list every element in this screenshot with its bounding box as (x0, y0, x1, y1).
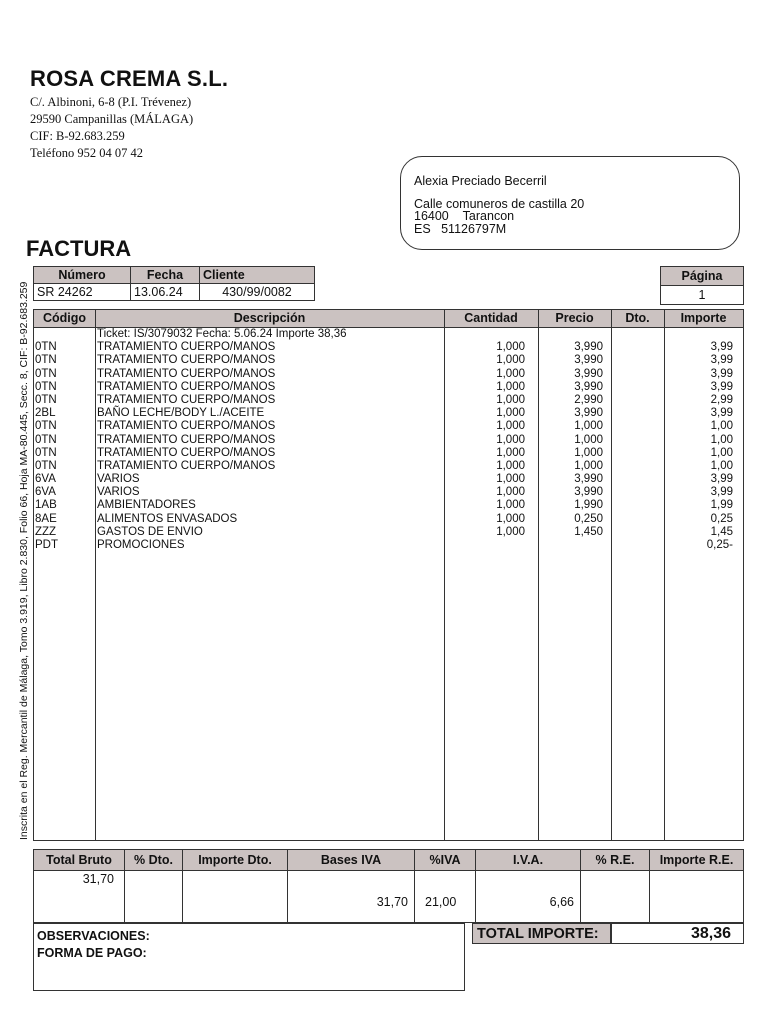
pct-re-value (581, 871, 650, 923)
line-description: GASTOS DE ENVIO (97, 525, 203, 538)
line-price: 3,990 (574, 380, 603, 393)
line-quantity: 1,000 (496, 446, 525, 459)
line-quantity: 1,000 (496, 486, 525, 499)
line-code: 6VA (35, 473, 56, 486)
line-code: 6VA (35, 486, 56, 499)
header-importe-dto: Importe Dto. (183, 850, 288, 871)
page-table (660, 266, 744, 305)
table-row (34, 341, 743, 354)
line-price: 1,000 (574, 420, 603, 433)
table-row (34, 420, 743, 433)
line-description: TRATAMIENTO CUERPO/MANOS (97, 380, 276, 393)
header-descripcion: Descripción (233, 311, 306, 325)
line-code: 2BL (35, 407, 56, 420)
registry-note: Inscrita en el Reg. Mercantil de Málaga, Tomo 3.919, Libro 2.830, Folio 66, Hoja MA-80.445, Secc. 8, CIF: B-92.683.259 (18, 281, 30, 840)
line-quantity: 1,000 (496, 393, 525, 406)
invoice-lines-table (33, 309, 744, 841)
client-address-box (400, 156, 740, 250)
line-price: 3,990 (574, 473, 603, 486)
company-name: ROSA CREMA S.L. (30, 66, 229, 91)
line-amount: 3,99 (710, 380, 733, 393)
total-importe-value: 38,36 (611, 923, 744, 944)
line-code: 0TN (35, 433, 57, 446)
header-cliente: Cliente (200, 267, 315, 284)
table-row (34, 447, 743, 460)
line-amount: 3,99 (710, 407, 733, 420)
header-codigo: Código (42, 311, 87, 325)
table-row (34, 513, 743, 526)
total-importe-label: TOTAL IMPORTE: (472, 923, 611, 944)
header-bases-iva: Bases IVA (288, 850, 415, 871)
line-description: VARIOS (97, 473, 140, 486)
line-price: 0,250 (574, 512, 603, 525)
line-quantity: 1,000 (496, 407, 525, 420)
line-amount: 0,25- (706, 539, 733, 551)
table-row (34, 354, 743, 367)
table-row (34, 394, 743, 407)
client-tax-id: 51126797M (441, 222, 507, 236)
line-quantity: 1,000 (496, 433, 525, 446)
line-amount: 3,99 (710, 367, 733, 380)
iva-value: 6,66 (476, 871, 581, 923)
header-importe-re: Importe R.E. (650, 850, 744, 871)
table-row (34, 460, 743, 473)
line-amount: 1,00 (710, 446, 733, 459)
line-price: 3,990 (574, 367, 603, 380)
client-postal-code: 16400 (414, 209, 449, 223)
client-street: Calle comuneros de castilla 20 (414, 197, 585, 211)
lines-body (34, 328, 743, 552)
line-quantity: 1,000 (496, 354, 525, 367)
line-code: 1AB (35, 499, 57, 512)
header-total-bruto: Total Bruto (34, 850, 125, 871)
header-iva: I.V.A. (476, 850, 581, 871)
table-row (34, 499, 743, 512)
line-quantity: 1,000 (496, 420, 525, 433)
line-description: VARIOS (97, 486, 140, 499)
line-code: 0TN (35, 420, 57, 433)
line-code: 0TN (35, 354, 57, 367)
line-price: 3,990 (574, 486, 603, 499)
line-description: TRATAMIENTO CUERPO/MANOS (97, 367, 276, 380)
pct-iva-value: 21,00 (415, 871, 476, 923)
pct-dto-value (125, 871, 183, 923)
company-address (30, 94, 193, 162)
table-row (34, 368, 743, 381)
client-country: ES (414, 222, 431, 236)
invoice-meta-table (33, 266, 315, 301)
client-city: Tarancon (462, 209, 515, 223)
client-city-line (414, 209, 514, 223)
header-dto: Dto. (625, 311, 650, 325)
line-code: 0TN (35, 446, 57, 459)
line-code: PDT (35, 539, 58, 551)
line-code: 0TN (35, 367, 57, 380)
table-row (34, 328, 743, 341)
line-description: BAÑO LECHE/BODY L./ACEITE (97, 407, 265, 420)
header-pct-dto: % Dto. (125, 850, 183, 871)
line-amount: 1,00 (710, 420, 733, 433)
line-amount: 3,99 (710, 341, 733, 354)
table-row (34, 539, 743, 552)
line-amount: 1,99 (710, 499, 733, 512)
line-price: 1,000 (574, 433, 603, 446)
header-precio: Precio (555, 311, 594, 325)
total-bruto-value: 31,70 (34, 871, 125, 923)
address-line: C/. Albinoni, 6-8 (P.I. Trévenez) (30, 95, 192, 109)
header-fecha: Fecha (131, 267, 200, 284)
line-amount: 3,99 (710, 473, 733, 486)
line-price: 1,450 (574, 525, 603, 538)
line-code: ZZZ (35, 525, 57, 538)
line-amount: 1,00 (710, 433, 733, 446)
line-code: 0TN (35, 380, 57, 393)
line-amount: 3,99 (710, 354, 733, 367)
line-description: TRATAMIENTO CUERPO/MANOS (97, 354, 276, 367)
header-numero: Número (34, 267, 131, 284)
bases-iva-value: 31,70 (288, 871, 415, 923)
line-price: 1,000 (574, 446, 603, 459)
line-description: ALIMENTOS ENVASADOS (97, 512, 238, 525)
line-quantity: 1,000 (496, 473, 525, 486)
line-description: TRATAMIENTO CUERPO/MANOS (97, 446, 276, 459)
line-price: 3,990 (574, 341, 603, 354)
line-description: TRATAMIENTO CUERPO/MANOS (97, 393, 276, 406)
line-description: TRATAMIENTO CUERPO/MANOS (97, 459, 276, 472)
line-price: 3,990 (574, 354, 603, 367)
line-amount: 2,99 (710, 393, 733, 406)
header-pagina: Página (661, 267, 744, 286)
table-row (34, 473, 743, 486)
importe-re-value (650, 871, 744, 923)
line-amount: 1,00 (710, 459, 733, 472)
table-row (34, 434, 743, 447)
line-description: TRATAMIENTO CUERPO/MANOS (97, 420, 276, 433)
header-cantidad: Cantidad (464, 311, 518, 325)
line-amount: 0,25 (710, 512, 733, 525)
client-code: 430/99/0082 (200, 284, 315, 301)
line-price: 1,000 (574, 459, 603, 472)
importe-dto-value (183, 871, 288, 923)
line-code: 0TN (35, 393, 57, 406)
table-row (34, 407, 743, 420)
table-row (34, 486, 743, 499)
line-amount: 3,99 (710, 486, 733, 499)
line-code: 0TN (35, 459, 57, 472)
observations-box (33, 923, 465, 991)
page-number: 1 (661, 286, 744, 305)
line-price: 1,990 (574, 499, 603, 512)
header-importe: Importe (680, 311, 727, 325)
line-description: TRATAMIENTO CUERPO/MANOS (97, 341, 276, 354)
line-quantity: 1,000 (496, 512, 525, 525)
address-line: 29590 Campanillas (MÁLAGA) (30, 112, 194, 126)
line-description: TRATAMIENTO CUERPO/MANOS (97, 433, 276, 446)
line-quantity: 1,000 (496, 525, 525, 538)
line-quantity: 1,000 (496, 341, 525, 354)
client-tax-line (414, 222, 506, 236)
client-name: Alexia Preciado Becerril (414, 174, 547, 188)
table-row (34, 381, 743, 394)
line-description: Ticket: IS/3079032 Fecha: 5.06.24 Importe 38,36 (97, 328, 347, 340)
line-price: 2,990 (574, 393, 603, 406)
header-pct-iva: %IVA (415, 850, 476, 871)
line-amount: 1,45 (710, 525, 733, 538)
forma-pago-label: FORMA DE PAGO: (37, 946, 147, 960)
invoice-number: SR 24262 (34, 284, 131, 301)
line-quantity: 1,000 (496, 499, 525, 512)
line-quantity: 1,000 (496, 380, 525, 393)
line-code: 8AE (35, 512, 57, 525)
line-description: PROMOCIONES (97, 539, 185, 551)
observaciones-label: OBSERVACIONES: (37, 929, 150, 943)
company-cif: CIF: B-92.683.259 (30, 129, 125, 143)
line-quantity: 1,000 (496, 367, 525, 380)
totals-table (33, 849, 744, 923)
document-title: FACTURA (26, 236, 132, 261)
line-quantity: 1,000 (496, 459, 525, 472)
table-row (34, 526, 743, 539)
line-description: AMBIENTADORES (97, 499, 196, 512)
line-code: 0TN (35, 341, 57, 354)
invoice-date: 13.06.24 (131, 284, 200, 301)
line-price: 3,990 (574, 407, 603, 420)
header-pct-re: % R.E. (581, 850, 650, 871)
company-phone: Teléfono 952 04 07 42 (30, 146, 143, 160)
